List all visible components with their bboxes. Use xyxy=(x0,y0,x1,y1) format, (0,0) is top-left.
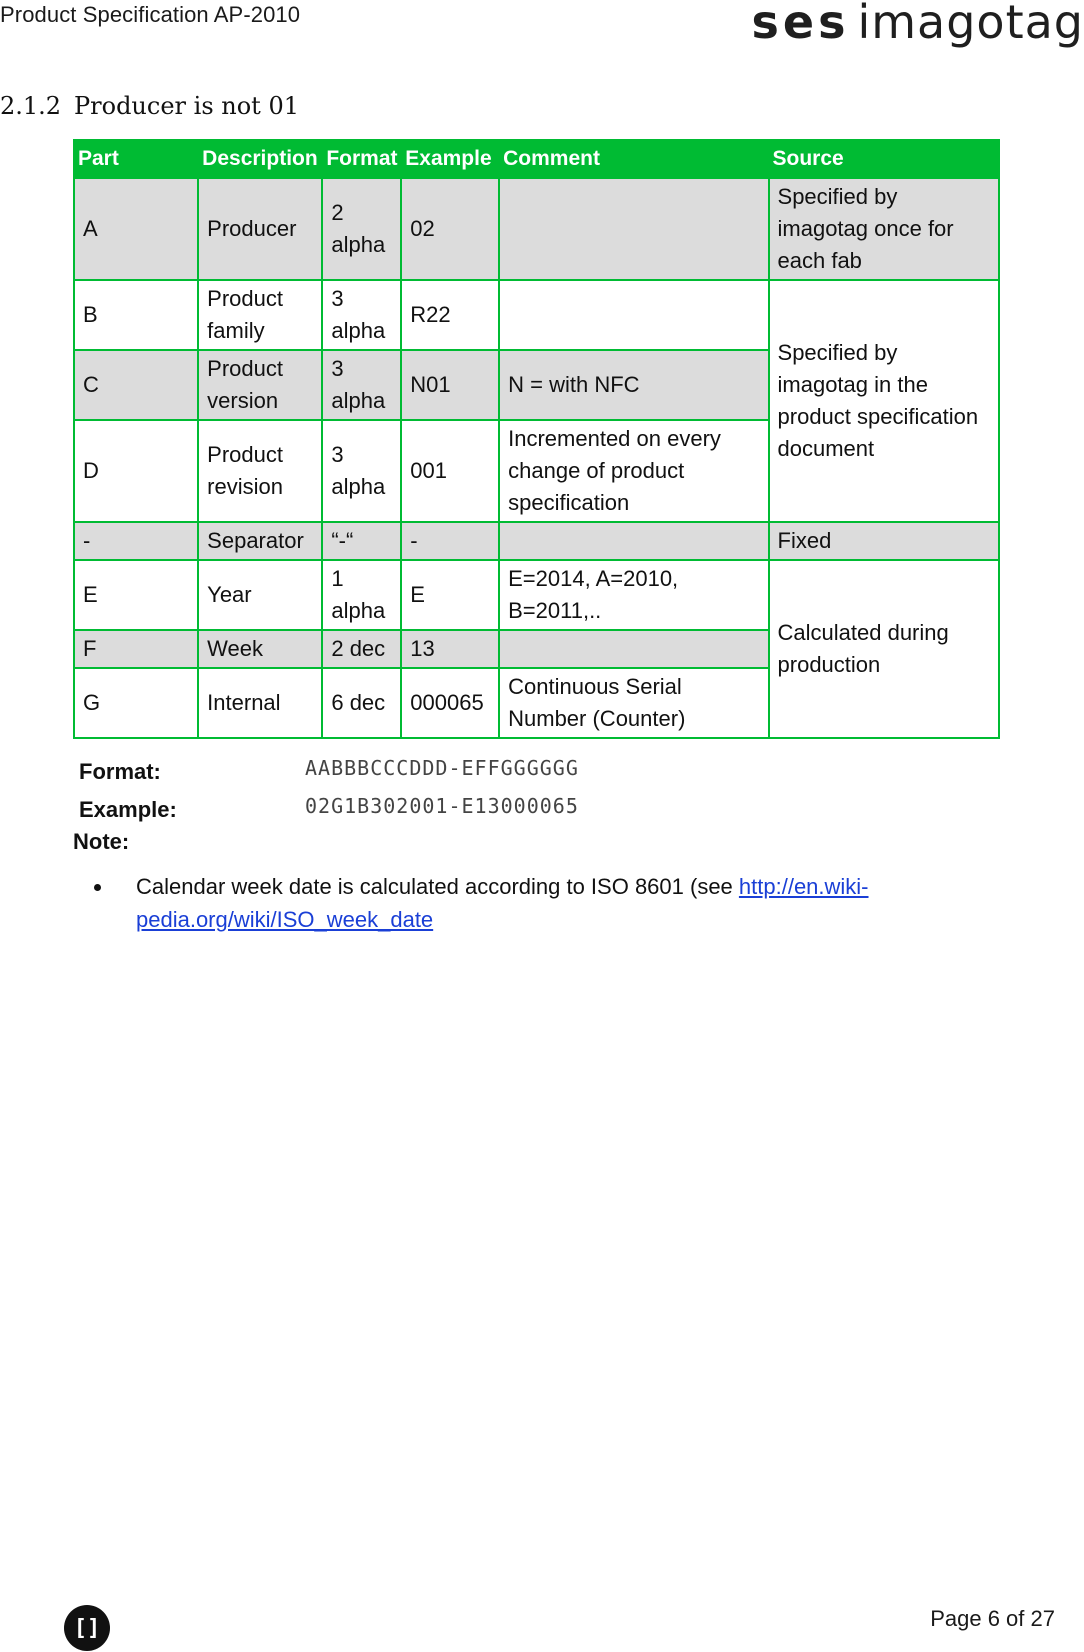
cell-description: Separator xyxy=(198,522,322,560)
column-header-comment: Comment xyxy=(499,140,768,178)
cell-description: Product version xyxy=(198,350,322,420)
page-number: Page 6 of 27 xyxy=(930,1606,1055,1631)
cell-example: N01 xyxy=(401,350,499,420)
brand-light-text: imagotag xyxy=(857,0,1084,49)
document-title: Product Specification AP-2010 xyxy=(0,2,301,27)
cell-comment: N = with NFC xyxy=(499,350,768,420)
brand-bold-text: ses xyxy=(751,0,850,49)
cell-part: C xyxy=(74,350,198,420)
cell-description: Product revision xyxy=(198,420,322,522)
bullet-icon xyxy=(94,884,101,891)
table-header-row xyxy=(74,140,999,178)
cell-part: G xyxy=(74,668,198,738)
column-header-description: Description xyxy=(198,140,322,178)
cell-source: Fixed xyxy=(769,522,999,560)
cell-description: Year xyxy=(198,560,322,630)
cell-format: 3 alpha xyxy=(322,420,401,522)
note-bullet-text: Calendar week date is calculated according to ISO 8601 (see xyxy=(136,874,739,899)
table-row xyxy=(74,522,999,560)
cell-part: - xyxy=(74,522,198,560)
cell-source-merged: Specified by imagotag in the product specification document xyxy=(769,280,999,522)
cell-format: 1 alpha xyxy=(322,560,401,630)
column-header-part: Part xyxy=(74,140,198,178)
cell-source-merged: Calculated during production xyxy=(769,560,999,738)
cell-description: Producer xyxy=(198,178,322,280)
format-label: Format: xyxy=(79,759,161,784)
cell-comment xyxy=(499,178,768,280)
iso-week-link-part2[interactable]: pedia.org/wiki/ISO_week_date xyxy=(136,907,434,932)
cell-example: - xyxy=(401,522,499,560)
cell-format: “-“ xyxy=(322,522,401,560)
column-header-example: Example xyxy=(401,140,499,178)
format-value: AABBBCCCDDD-EFFGGGGGG xyxy=(305,756,579,780)
cell-comment: Incremented on every change of product specification xyxy=(499,420,768,522)
note-label: Note: xyxy=(73,829,130,854)
cell-comment: E=2014, A=2010, B=2011,.. xyxy=(499,560,768,630)
section-number: 2.1.2 xyxy=(0,92,62,120)
cell-part: A xyxy=(74,178,198,280)
example-value: 02G1B302001-E13000065 xyxy=(305,794,579,818)
cell-description: Product family xyxy=(198,280,322,350)
cell-format: 3 alpha xyxy=(322,350,401,420)
cell-part: B xyxy=(74,280,198,350)
cell-example: 13 xyxy=(401,630,499,668)
section-title: Producer is not 01 xyxy=(74,92,299,120)
cell-description: Internal xyxy=(198,668,322,738)
column-header-source: Source xyxy=(769,140,999,178)
cell-comment xyxy=(499,280,768,350)
company-logo xyxy=(751,0,1084,52)
table-row xyxy=(74,560,999,630)
cell-format: 2 dec xyxy=(322,630,401,668)
cell-comment xyxy=(499,630,768,668)
cell-part: E xyxy=(74,560,198,630)
cell-format: 3 alpha xyxy=(322,280,401,350)
cell-format: 6 dec xyxy=(322,668,401,738)
cell-example: 001 xyxy=(401,420,499,522)
iso-week-link-part1[interactable]: http://en.wiki- xyxy=(738,874,869,899)
cell-format: 2 alpha xyxy=(322,178,401,280)
serial-number-spec-table xyxy=(73,139,1000,739)
note-text xyxy=(136,870,924,936)
cell-source: Specified by imagotag once for each fab xyxy=(769,178,999,280)
example-label: Example: xyxy=(79,797,177,822)
cell-example: R22 xyxy=(401,280,499,350)
table-row xyxy=(74,280,999,350)
footer-logo-icon: [] xyxy=(64,1605,110,1651)
table-row xyxy=(74,178,999,280)
cell-part: D xyxy=(74,420,198,522)
section-heading xyxy=(0,92,299,120)
cell-example: 02 xyxy=(401,178,499,280)
cell-part: F xyxy=(74,630,198,668)
cell-comment: Continuous Serial Number (Counter) xyxy=(499,668,768,738)
cell-comment xyxy=(499,522,768,560)
cell-example: 000065 xyxy=(401,668,499,738)
column-header-format: Format xyxy=(322,140,401,178)
cell-description: Week xyxy=(198,630,322,668)
cell-example: E xyxy=(401,560,499,630)
list-item xyxy=(104,870,924,936)
